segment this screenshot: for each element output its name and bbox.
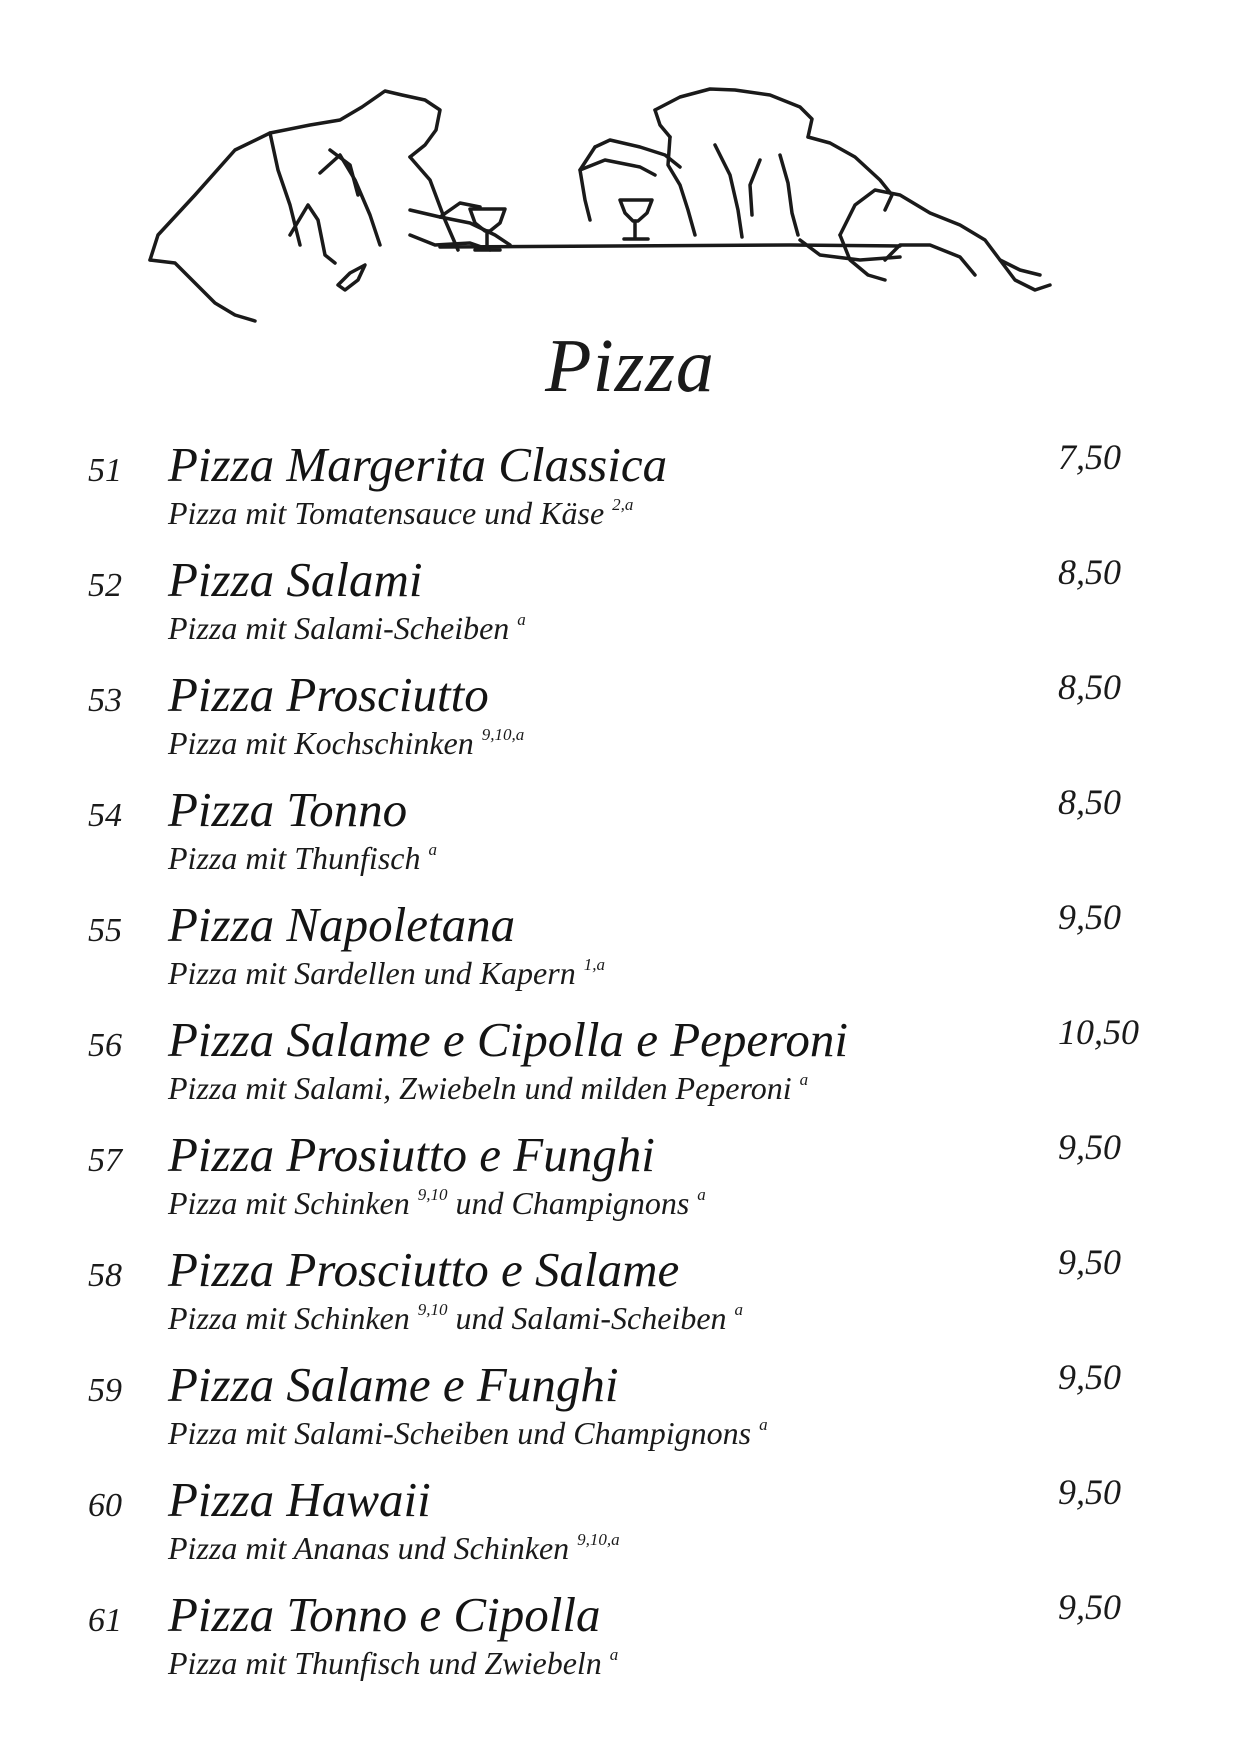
item-name: Pizza Tonno e Cipolla bbox=[168, 1587, 601, 1642]
item-number: 61 bbox=[88, 1602, 122, 1639]
item-name: Pizza Salame e Cipolla e Peperoni bbox=[168, 1012, 848, 1067]
item-price: 9,50 bbox=[1058, 1472, 1121, 1512]
description-text: Pizza mit Tomatensauce und Käse bbox=[168, 495, 613, 531]
item-description bbox=[168, 1415, 768, 1452]
allergen-note: 9,10,a bbox=[577, 1530, 620, 1549]
description-text: Pizza mit Salami-Scheiben und Champignons bbox=[168, 1415, 760, 1451]
allergen-note: 1,a bbox=[583, 955, 605, 974]
item-description bbox=[168, 840, 437, 877]
menu-item bbox=[0, 1005, 1240, 1120]
description-text: Pizza mit Ananas und Schinken bbox=[168, 1530, 578, 1566]
item-description bbox=[168, 1530, 620, 1567]
item-description bbox=[168, 955, 605, 992]
description-text: Pizza mit Schinken bbox=[168, 1300, 418, 1336]
item-number: 54 bbox=[88, 797, 122, 834]
item-number: 57 bbox=[88, 1142, 122, 1179]
item-name: Pizza Tonno bbox=[168, 782, 408, 837]
item-price: 9,50 bbox=[1058, 1242, 1121, 1282]
item-price: 9,50 bbox=[1058, 1127, 1121, 1167]
item-number: 58 bbox=[88, 1257, 122, 1294]
item-price: 9,50 bbox=[1058, 1357, 1121, 1397]
allergen-note: 9,10,a bbox=[481, 725, 525, 744]
menu-item bbox=[0, 890, 1240, 1005]
description-text: Pizza mit Thunfisch bbox=[168, 840, 429, 876]
description-text: Pizza mit Salami-Scheiben bbox=[168, 610, 518, 646]
item-name: Pizza Napoletana bbox=[168, 897, 516, 952]
item-name: Pizza Prosiutto e Funghi bbox=[168, 1127, 655, 1182]
allergen-note: a bbox=[697, 1185, 706, 1204]
item-number: 52 bbox=[88, 567, 122, 604]
item-price: 8,50 bbox=[1058, 782, 1121, 822]
allergen-note: a bbox=[517, 610, 526, 629]
item-price: 8,50 bbox=[1058, 552, 1121, 592]
allergen-note: a bbox=[428, 840, 437, 859]
item-number: 59 bbox=[88, 1372, 122, 1409]
item-name: Pizza Hawaii bbox=[168, 1472, 431, 1527]
item-description bbox=[168, 1645, 618, 1682]
item-description bbox=[168, 725, 524, 762]
dining-couple-illustration bbox=[140, 85, 1130, 335]
description-text: Pizza mit Salami, Zwiebeln und milden Peperoni bbox=[168, 1070, 800, 1106]
allergen-note: a bbox=[734, 1300, 744, 1319]
allergen-note: 9,10 bbox=[417, 1300, 448, 1319]
allergen-note: 2,a bbox=[612, 495, 634, 514]
item-price: 9,50 bbox=[1058, 897, 1121, 937]
description-text: Pizza mit Schinken bbox=[168, 1185, 418, 1221]
menu-item bbox=[0, 1580, 1240, 1695]
item-number: 60 bbox=[88, 1487, 122, 1524]
page-title: Pizza bbox=[545, 324, 715, 408]
item-name: Pizza Margerita Classica bbox=[168, 437, 668, 492]
item-name: Pizza Prosciutto e Salame bbox=[168, 1242, 680, 1297]
item-name: Pizza Salame e Funghi bbox=[168, 1357, 619, 1412]
item-description bbox=[168, 495, 633, 532]
allergen-note: a bbox=[799, 1070, 809, 1089]
description-text: und Salami-Scheiben bbox=[447, 1300, 735, 1336]
item-name: Pizza Prosciutto bbox=[168, 667, 489, 722]
item-price: 8,50 bbox=[1058, 667, 1121, 707]
description-text: und Champignons bbox=[447, 1185, 698, 1221]
menu-item bbox=[0, 1465, 1240, 1580]
item-price: 10,50 bbox=[1058, 1012, 1139, 1052]
item-number: 56 bbox=[88, 1027, 122, 1064]
allergen-note: 9,10 bbox=[417, 1185, 448, 1204]
allergen-note: a bbox=[609, 1645, 619, 1664]
menu-list bbox=[0, 430, 1240, 1695]
menu-item bbox=[0, 775, 1240, 890]
menu-item bbox=[0, 1120, 1240, 1235]
item-name: Pizza Salami bbox=[168, 552, 423, 607]
item-description bbox=[168, 1185, 706, 1222]
item-number: 55 bbox=[88, 912, 122, 949]
description-text: Pizza mit Thunfisch und Zwiebeln bbox=[168, 1645, 610, 1681]
item-price: 9,50 bbox=[1058, 1587, 1121, 1627]
item-description bbox=[168, 1070, 808, 1107]
item-price: 7,50 bbox=[1058, 437, 1121, 477]
item-description bbox=[168, 1300, 743, 1337]
description-text: Pizza mit Kochschinken bbox=[168, 725, 482, 761]
item-number: 53 bbox=[88, 682, 122, 719]
menu-item bbox=[0, 660, 1240, 775]
description-text: Pizza mit Sardellen und Kapern bbox=[168, 955, 584, 991]
menu-item bbox=[0, 430, 1240, 545]
item-number: 51 bbox=[88, 452, 122, 489]
item-description bbox=[168, 610, 526, 647]
menu-item bbox=[0, 545, 1240, 660]
menu-item bbox=[0, 1350, 1240, 1465]
allergen-note: a bbox=[759, 1415, 768, 1434]
menu-item bbox=[0, 1235, 1240, 1350]
